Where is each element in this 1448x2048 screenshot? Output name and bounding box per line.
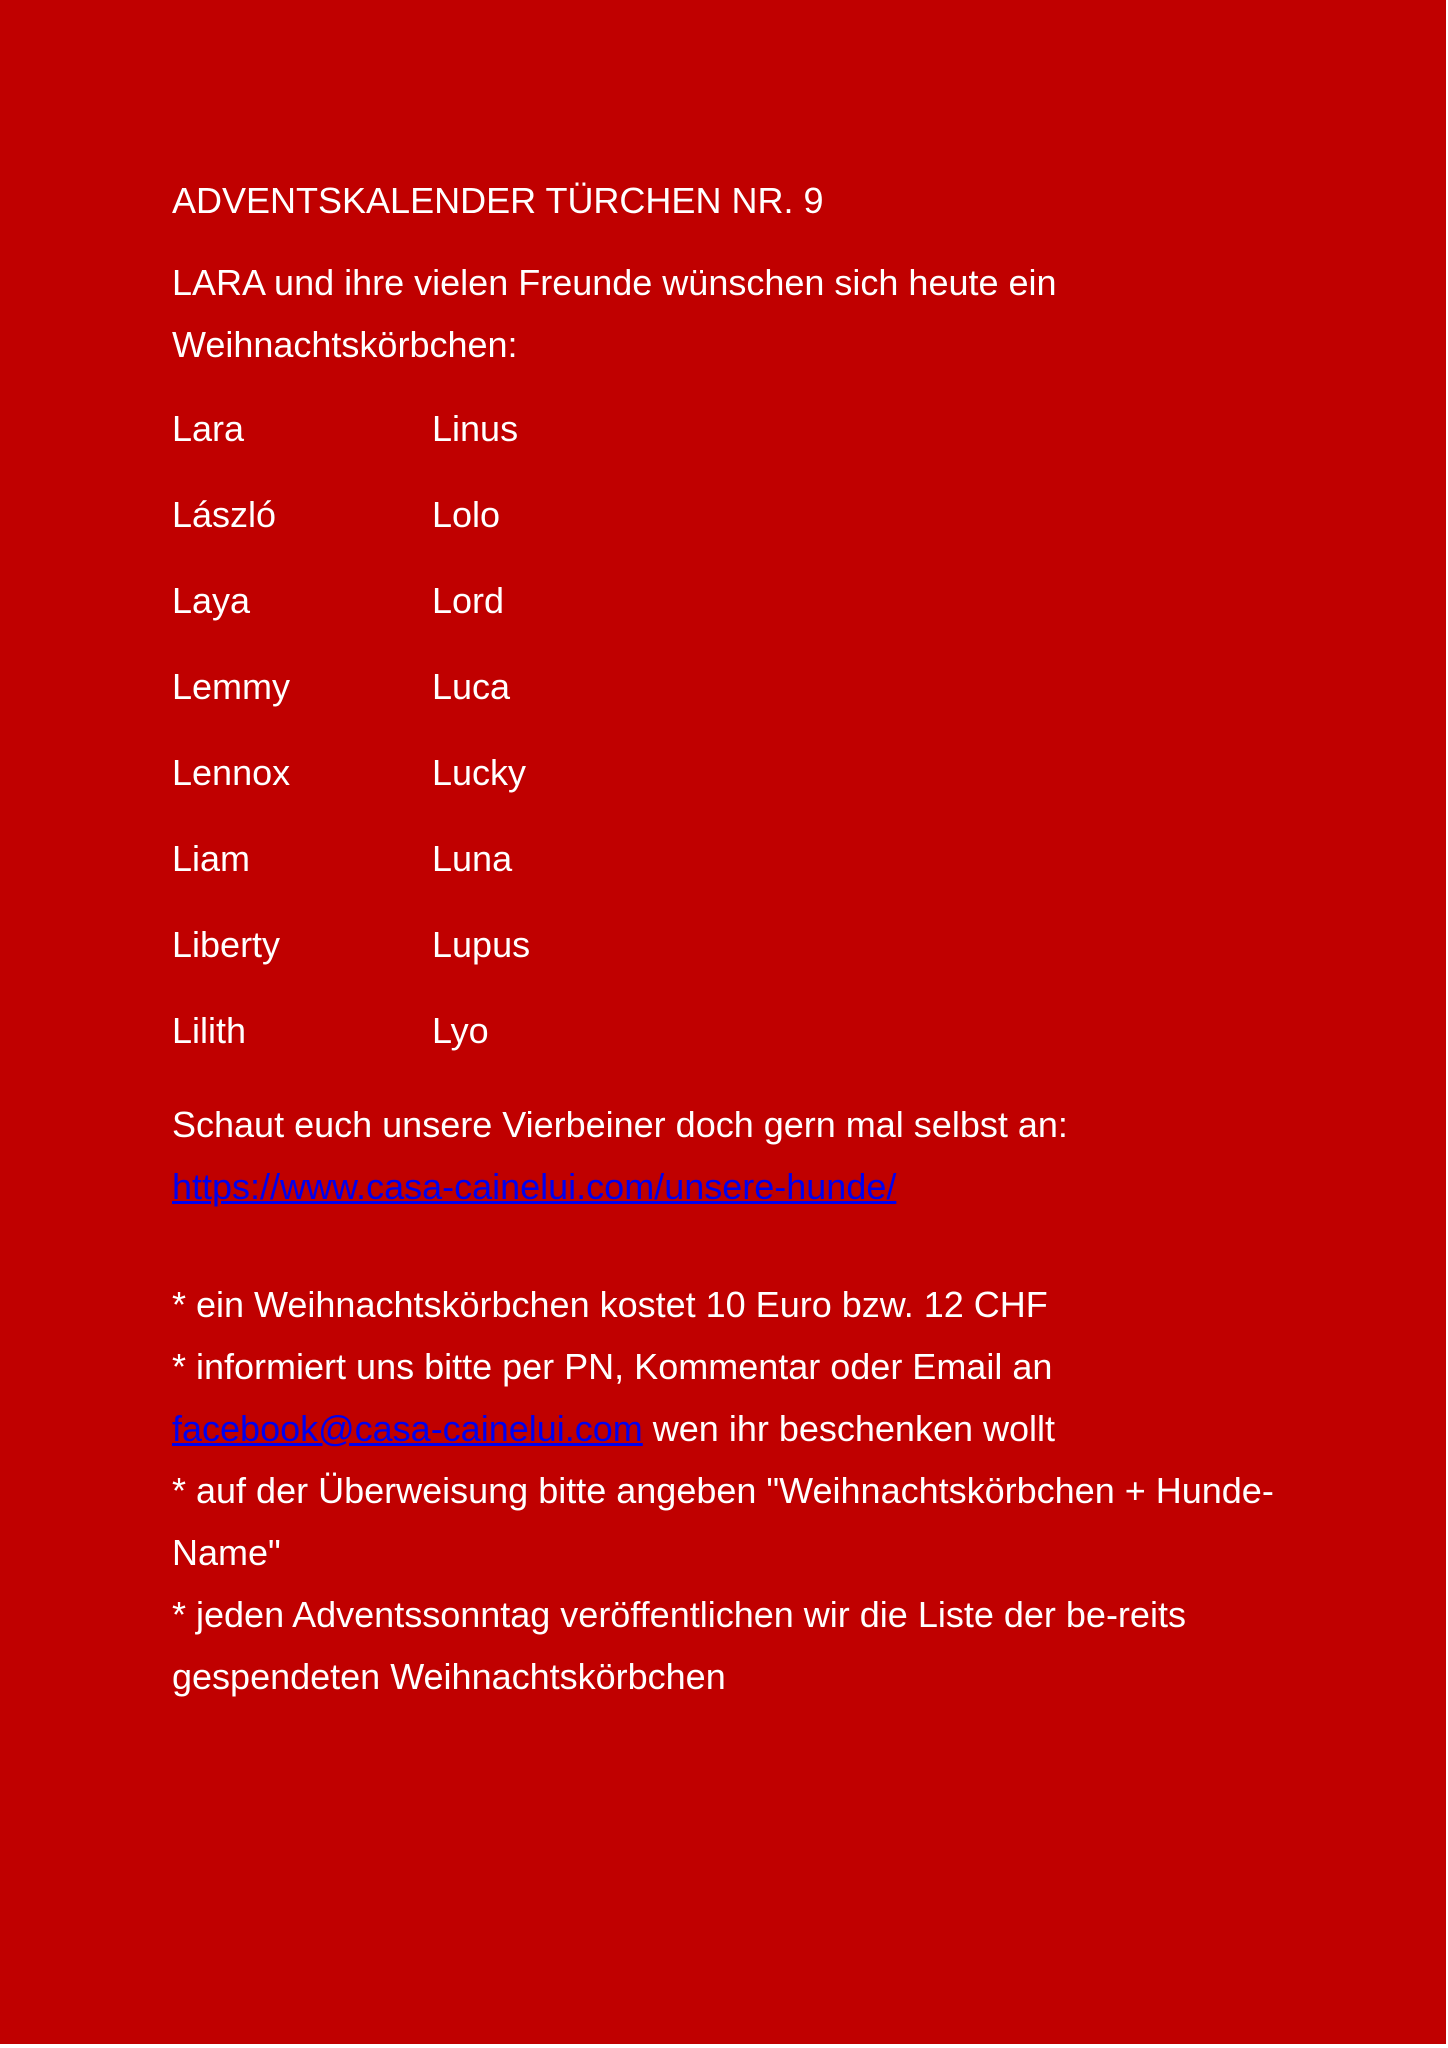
dog-name: Lilith bbox=[172, 1010, 247, 1051]
dog-name: Lucky bbox=[432, 752, 527, 793]
dog-name: László bbox=[172, 494, 277, 535]
dog-name: Lord bbox=[432, 580, 505, 621]
name-row bbox=[172, 484, 1322, 546]
visit-text: Schaut euch unsere Vierbeiner doch gern mal selbst an: bbox=[172, 1104, 1068, 1145]
email-link[interactable]: facebook@casa-cainelui.com bbox=[172, 1408, 643, 1449]
notes-section bbox=[172, 1274, 1322, 1708]
inform-note bbox=[172, 1336, 1322, 1460]
name-row bbox=[172, 742, 1322, 804]
dog-name: Lupus bbox=[432, 924, 531, 965]
publish-note: * jeden Adventssonntag veröffentlichen wir die Liste der be-reits gespendeten Weihnachtskörbchen bbox=[172, 1594, 1186, 1697]
dog-name: Lemmy bbox=[172, 666, 291, 707]
dogs-page-link[interactable]: https://www.casa-cainelui.com/unsere-hunde/ bbox=[172, 1166, 897, 1207]
transfer-note: * auf der Überweisung bitte angeben "Weihnachtskörbchen + Hunde-Name" bbox=[172, 1470, 1274, 1573]
dog-name: Luca bbox=[432, 666, 511, 707]
inform-prefix: * informiert uns bitte per PN, Kommentar oder Email an bbox=[172, 1346, 1053, 1387]
price-note: * ein Weihnachtskörbchen kostet 10 Euro bzw. 12 CHF bbox=[172, 1284, 1048, 1325]
name-row bbox=[172, 570, 1322, 632]
name-row bbox=[172, 398, 1322, 460]
name-row bbox=[172, 1000, 1322, 1062]
dog-name: Luna bbox=[432, 838, 513, 879]
name-row bbox=[172, 914, 1322, 976]
inform-suffix: wen ihr beschenken wollt bbox=[642, 1408, 1056, 1449]
dog-name: Linus bbox=[432, 408, 519, 449]
intro-text: LARA und ihre vielen Freunde wünschen sich heute ein Weihnachtskörbchen: bbox=[172, 262, 1057, 365]
names-list bbox=[172, 398, 1322, 1062]
content bbox=[172, 170, 1322, 1708]
dog-name: Lara bbox=[172, 408, 245, 449]
dog-name: Liberty bbox=[172, 924, 281, 965]
dog-name: Laya bbox=[172, 580, 251, 621]
name-row bbox=[172, 656, 1322, 718]
dog-name: Liam bbox=[172, 838, 251, 879]
page-title: ADVENTSKALENDER TÜRCHEN NR. 9 bbox=[172, 180, 824, 221]
dog-name: Lennox bbox=[172, 752, 291, 793]
dog-name: Lolo bbox=[432, 494, 501, 535]
name-row bbox=[172, 828, 1322, 890]
dog-name: Lyo bbox=[432, 1010, 489, 1051]
visit-section bbox=[172, 1094, 1322, 1218]
